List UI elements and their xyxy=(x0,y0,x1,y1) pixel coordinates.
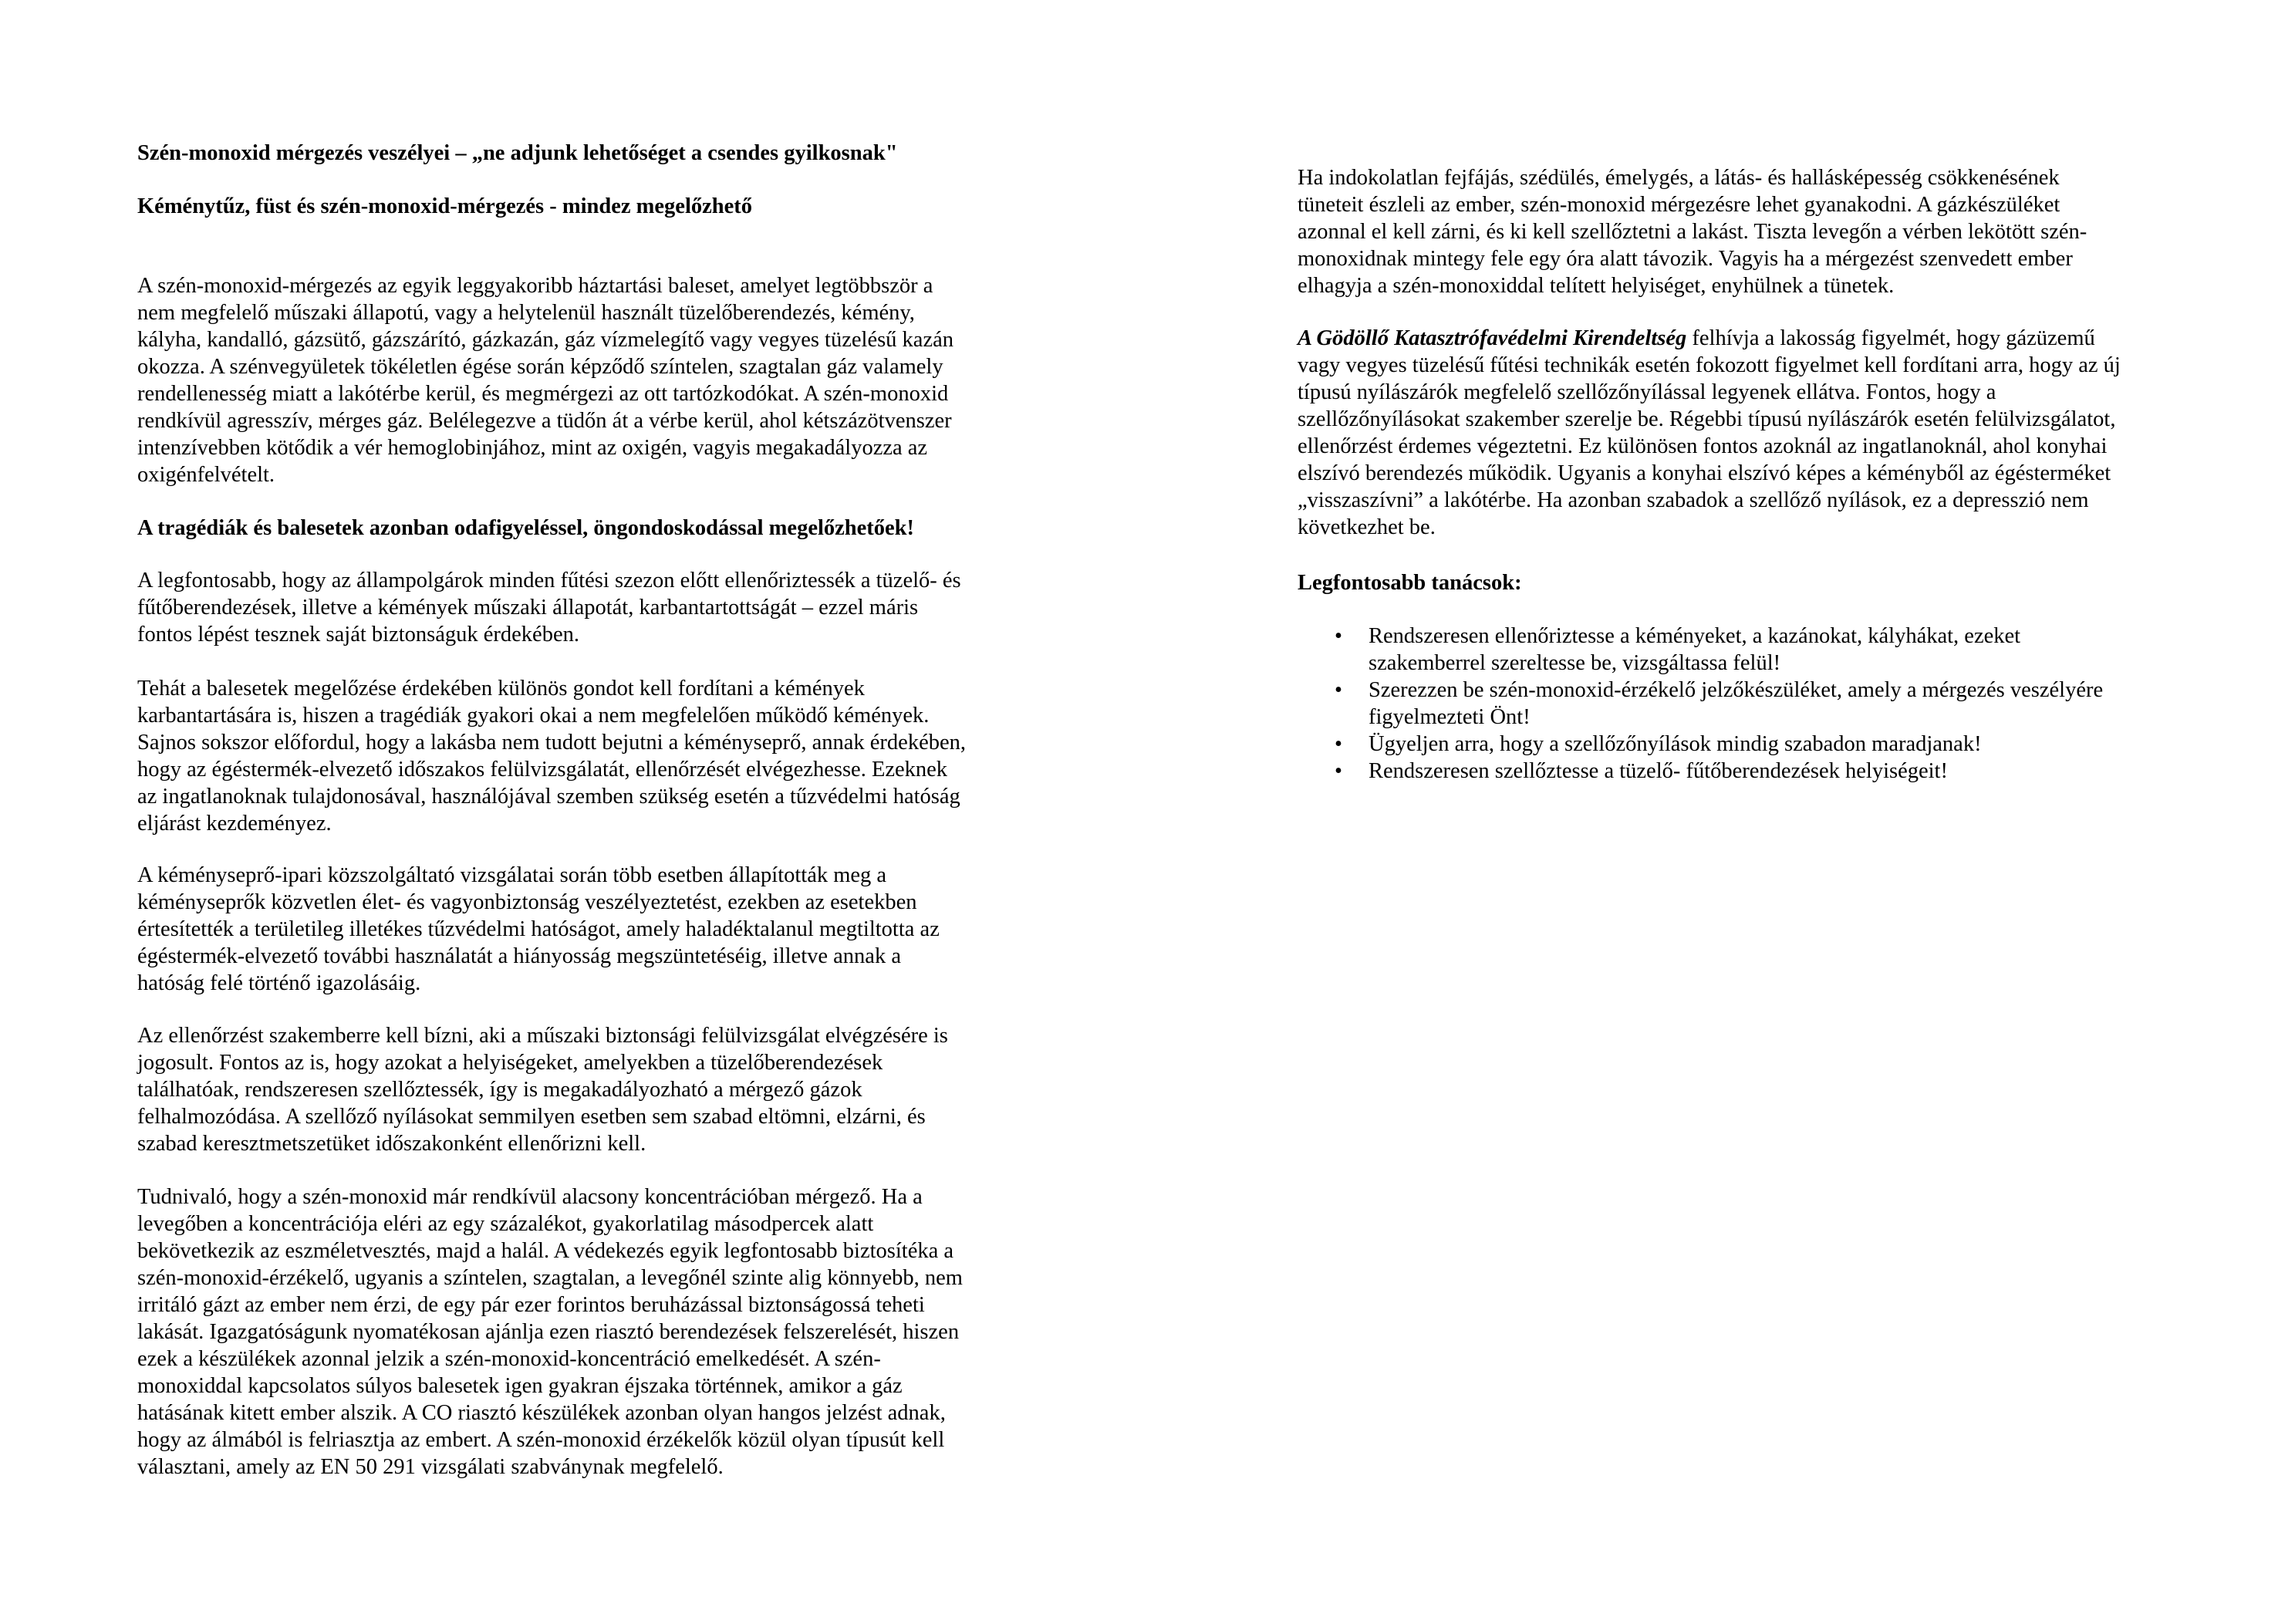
text-line: azonnal el kell zárni, és ki kell szellőztetni a lakást. Tiszta levegőn a vérben lekötött szén- xyxy=(1298,220,2087,244)
text-line: Ügyeljen arra, hogy a szellőzőnyílások mindig szabadon maradjanak! xyxy=(1369,732,1982,756)
text-line: típusú nyílászárók megfelelő szellőzőnyílással legyenek ellátva. Fontos, hogy a xyxy=(1298,380,1996,404)
paragraph-co-detector xyxy=(137,1183,1032,1481)
text-line: elhagyja a szén-monoxiddal telített helyiséget, enyhülnek a tünetek. xyxy=(1298,274,1895,298)
text-line: elszívó berendezés működik. Ugyanis a konyhai elszívó képes a kéményből az égésterméket xyxy=(1298,461,2111,485)
tips-heading: Legfontosabb tanácsok: xyxy=(1298,571,1522,595)
paragraph-chimney-maintenance xyxy=(137,675,1032,837)
text-line: figyelmezteti Önt! xyxy=(1369,705,1531,729)
text-line: ellenőrzést érdemes végeztetni. Ez különösen fontos azoknál az ingatlanoknál, ahol konyhai xyxy=(1298,434,2108,458)
text-line: következhet be. xyxy=(1298,515,1436,539)
list-item xyxy=(1298,758,2192,785)
text-line: bekövetkezik az eszméletvesztés, majd a halál. A védekezés egyik legfontosabb biztosítéka a xyxy=(137,1239,954,1263)
bullet-icon: • xyxy=(1335,759,1342,783)
text-line: karbantartására is, hiszen a tragédiák gyakori okai a nem megfelelően működő kémények. xyxy=(137,704,930,728)
text-line: találhatóak, rendszeresen szellőztessék, így is megakadályozható a mérgező gázok xyxy=(137,1078,862,1102)
text-line: tüneteit észleli az ember, szén-monoxid mérgezésre lehet gyanakodni. A gázkészüléket xyxy=(1298,193,2060,217)
bullet-icon: • xyxy=(1335,732,1342,756)
text-line: lakását. Igazgatóságunk nyomatékosan ajánlja ezen riasztó berendezések felszerelését, hiszen xyxy=(137,1320,960,1344)
text-line: levegőben a koncentrációja eléri az egy százalékot, gyakorlatilag másodpercek alatt xyxy=(137,1212,874,1236)
organization-name: A Gödöllő Katasztrófavédelmi Kirendeltség xyxy=(1298,326,1687,350)
text-line: hogy az égéstermék-elvezető időszakos felülvizsgálatát, ellenőrzését elvégezhesse. Ezeknek xyxy=(137,758,948,782)
text-line: hogy az álmából is felriasztja az embert. A szén-monoxid érzékelők közül olyan típusút kell xyxy=(137,1428,945,1452)
text-line: monoxidnak mintegy fele egy óra alatt távozik. Vagyis ha a mérgezést szenvedett ember xyxy=(1298,247,2073,271)
text-line: választani, amely az EN 50 291 vizsgálati szabványnak megfelelő. xyxy=(137,1455,724,1479)
text-line: monoxiddal kapcsolatos súlyos balesetek igen gyakran éjszaka történnek, amikor a gáz xyxy=(137,1374,903,1398)
text-line: Sajnos sokszor előfordul, hogy a lakásba nem tudott bejutni a kéményseprő, annak érdekében, xyxy=(137,731,966,755)
text-line: fontos lépést tesznek saját biztonságuk érdekében. xyxy=(137,623,579,647)
list-item xyxy=(1298,623,2192,677)
text-fragment: felhívja a lakosság figyelmét, hogy gázüzemű xyxy=(1686,326,2095,350)
text-line xyxy=(1298,325,2192,352)
text-line: Tehát a balesetek megelőzése érdekében különös gondot kell fordítani a kémények xyxy=(137,677,865,701)
bullet-icon: • xyxy=(1335,678,1342,702)
paragraph-expert-check xyxy=(137,1022,1032,1157)
text-line: intenzívebben kötődik a vér hemoglobinjához, mint az oxigén, vagyis megakadályozza az xyxy=(137,436,928,460)
text-line: szakemberrel szereltesse be, vizsgáltassa felül! xyxy=(1369,651,1781,675)
text-line: nem megfelelő műszaki állapotú, vagy a helytelenül használt tüzelőberendezés, kémény, xyxy=(137,301,915,325)
text-line: Az ellenőrzést szakemberre kell bízni, aki a műszaki biztonsági felülvizsgálat elvégzésére is xyxy=(137,1024,948,1048)
text-line: eljárást kezdeményez. xyxy=(137,812,332,836)
text-line: felhalmozódása. A szellőző nyílásokat semmilyen esetben sem szabad eltömni, elzárni, és xyxy=(137,1105,926,1129)
paragraph-intro xyxy=(137,272,1032,488)
text-line: kályha, kandalló, gázsütő, gázszárító, gázkazán, gáz vízmelegítő vagy vegyes tüzelésű kazán xyxy=(137,328,954,352)
text-line: Rendszeresen ellenőriztesse a kéményeket, a kazánokat, kályhákat, ezeket xyxy=(1369,624,2021,648)
text-line: Rendszeresen szellőztesse a tüzelő- fűtőberendezések helyiségeit! xyxy=(1369,759,1948,783)
bullet-icon: • xyxy=(1335,624,1342,648)
text-line: jogosult. Fontos az is, hogy azokat a helyiségeket, amelyekben a tüzelőberendezések xyxy=(137,1051,883,1075)
list-item xyxy=(1298,731,2192,758)
text-line: Tudnivaló, hogy a szén-monoxid már rendkívül alacsony koncentrációban mérgező. Ha a xyxy=(137,1185,923,1209)
text-line: rendellenesség miatt a lakótérbe kerül, és megmérgezi az ott tartózkodókat. A szén-monoxid xyxy=(137,382,949,406)
document-title: Szén-monoxid mérgezés veszélyei – „ne adjunk lehetőséget a csendes gyilkosnak" xyxy=(137,141,898,165)
paragraph-ventilation-notice xyxy=(1298,325,2192,541)
section-heading-prevention: A tragédiák és balesetek azonban odafigyeléssel, öngondoskodással megelőzhetőek! xyxy=(137,516,915,540)
text-line: Ha indokolatlan fejfájás, szédülés, émelygés, a látás- és hallásképesség csökkenésének xyxy=(1298,166,2060,190)
text-line: égéstermék-elvezető további használatát a hiányosság megszüntetéséig, illetve annak a xyxy=(137,944,901,968)
text-line: hatásának kitett ember alszik. A CO riasztó készülékek azonban olyan hangos jelzést adnak, xyxy=(137,1401,946,1425)
text-line: hatóság felé történő igazolásáig. xyxy=(137,971,421,995)
text-line: értesítették a területileg illetékes tűzvédelmi hatóságot, amely haladéktalanul megtiltotta az xyxy=(137,917,940,941)
text-line: okozza. A szénvegyületek tökéletlen égése során képződő színtelen, szagtalan gáz valamely xyxy=(137,355,943,379)
tips-list xyxy=(1298,623,2192,785)
text-line: A legfontosabb, hogy az állampolgárok minden fűtési szezon előtt ellenőriztessék a tüzelő- és xyxy=(137,569,961,593)
text-line: fűtőberendezések, illetve a kémények műszaki állapotát, karbantartottságát – ezzel máris xyxy=(137,596,919,620)
text-line: A szén-monoxid-mérgezés az egyik leggyakoribb háztartási baleset, amelyet legtöbbször a xyxy=(137,274,933,298)
text-line: „visszaszívni” a lakótérbe. Ha azonban szabadok a szellőző nyílások, ez a depresszió nem xyxy=(1298,488,2089,512)
paragraph-symptoms xyxy=(1298,164,2192,299)
paragraph-inspection xyxy=(137,567,1032,648)
text-line: irritáló gázt az ember nem érzi, de egy pár ezer forintos beruházással biztonságossá teheti xyxy=(137,1293,925,1317)
text-line: szabad keresztmetszetüket időszakonként ellenőrizni kell. xyxy=(137,1132,646,1156)
document-subtitle: Kéménytűz, füst és szén-monoxid-mérgezés - mindez megelőzhető xyxy=(137,194,752,218)
text-line: A kéményseprő-ipari közszolgáltató vizsgálatai során több esetben állapították meg a xyxy=(137,863,887,887)
text-line: rendkívül agresszív, mérges gáz. Belélegezve a tüdőn át a vérbe kerül, ahol kétszázötvenszer xyxy=(137,409,952,433)
text-line: Szerezzen be szén-monoxid-érzékelő jelzőkészüléket, amely a mérgezés veszélyére xyxy=(1369,678,2104,702)
text-line: vagy vegyes tüzelésű fűtési technikák esetén fokozott figyelmet kell fordítani arra, hogy az új xyxy=(1298,353,2121,377)
paragraph-chimney-sweep-findings xyxy=(137,862,1032,997)
text-line: kéményseprők közvetlen élet- és vagyonbiztonság veszélyeztetést, ezekben az esetekben xyxy=(137,890,917,914)
text-line: szén-monoxid-érzékelő, ugyanis a színtelen, szagtalan, a levegőnél szinte alig könnyebb, nem xyxy=(137,1266,963,1290)
text-line: oxigénfelvételt. xyxy=(137,463,275,487)
text-line: az ingatlanoknak tulajdonosával, használójával szemben szükség esetén a tűzvédelmi hatóság xyxy=(137,785,960,809)
text-line: ezek a készülékek azonnal jelzik a szén-monoxid-koncentráció emelkedését. A szén- xyxy=(137,1347,881,1371)
text-line: szellőzőnyílásokat szakember szerelje be. Régebbi típusú nyílászárók esetén felülvizsgálatot, xyxy=(1298,407,2116,431)
list-item xyxy=(1298,677,2192,731)
